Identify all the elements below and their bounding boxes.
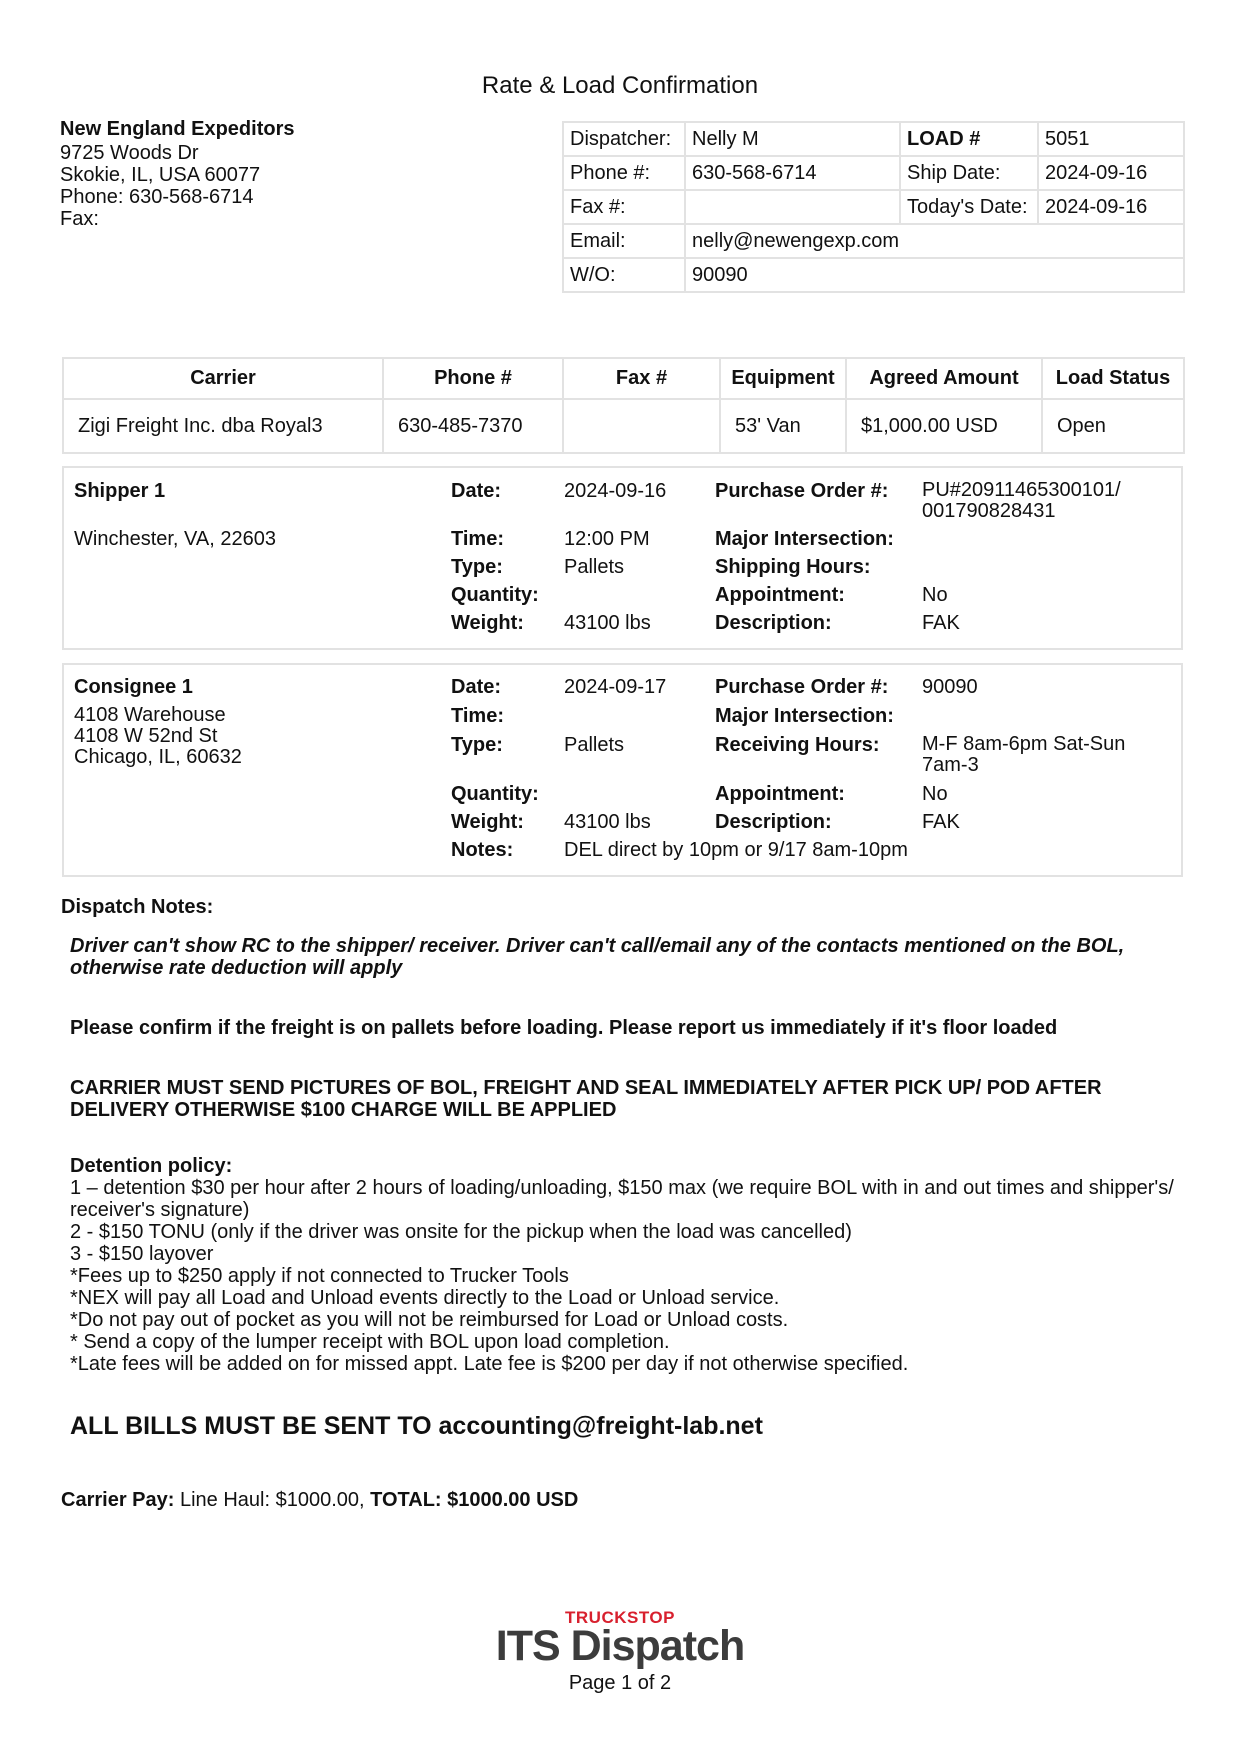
consignee-hours-value: M-F 8am-6pm Sat-Sun 7am-3 [922,733,1126,776]
dispatch-note-2: Please confirm if the freight is on pallets before loading. Please report us immediately if it's floor loaded [70,1017,1058,1039]
consignee-type-value: Pallets [564,734,625,756]
load-number-value: 5051 [1038,122,1184,156]
shipper-description-value: FAK [922,612,960,634]
shipper-appointment-label: Appointment: [715,584,845,606]
dispatch-notes-title: Dispatch Notes: [61,896,214,918]
phone-header: Phone # [383,358,563,399]
carrier-fax [563,399,720,453]
consignee-title: Consignee 1 [74,676,193,698]
consignee-appointment-label: Appointment: [715,783,845,805]
carrier-phone: 630-485-7370 [383,399,563,453]
dispatch-info-table [562,121,1185,293]
todays-date-label: Today's Date: [900,190,1038,224]
shipper-type-label: Type: [451,556,503,578]
fax-label: Fax #: [563,190,685,224]
consignee-address-line1: 4108 Warehouse [74,704,226,726]
carrier-header: Carrier [63,358,383,399]
work-order-label: W/O: [563,258,685,292]
its-dispatch-logo: ITS Dispatch [495,1622,745,1670]
shipper-hours-label: Shipping Hours: [715,556,871,578]
consignee-date-value: 2024-09-17 [564,676,667,698]
consignee-address [74,705,242,768]
page-title: Rate & Load Confirmation [481,72,759,99]
page-number: Page 1 of 2 [568,1672,672,1694]
consignee-po-value: 90090 [922,676,978,698]
dispatch-note-3: CARRIER MUST SEND PICTURES OF BOL, FREIGHT AND SEAL IMMEDIATELY AFTER PICK UP/ POD AFTER DELIVERY OTHERWISE $100 CHARGE WILL BE APPLIED [70,1077,1102,1121]
consignee-po-label: Purchase Order #: [715,676,889,698]
detention-line: * Send a copy of the lumper receipt with BOL upon load completion. [70,1331,670,1353]
phone-value: 630-568-6714 [685,156,900,190]
carrier-pay [61,1489,578,1512]
shipper-title: Shipper 1 [74,480,166,502]
todays-date-value: 2024-09-16 [1038,190,1184,224]
carrier-name: Zigi Freight Inc. dba Royal3 [63,399,383,453]
fax-value [685,190,900,224]
dispatcher-value: Nelly M [685,122,900,156]
consignee-date-label: Date: [451,676,502,698]
carrier-pay-total: TOTAL: $1000.00 USD [370,1489,579,1511]
consignee-notes-label: Notes: [451,839,514,861]
carrier-load-status: Open [1042,399,1184,453]
consignee-time-label: Time: [451,705,504,727]
dispatcher-label: Dispatcher: [563,122,685,156]
detention-line: *Do not pay out of pocket as you will not be reimbursed for Load or Unload costs. [70,1309,789,1331]
ship-date-label: Ship Date: [900,156,1038,190]
detention-line: *Late fees will be added on for missed appt. Late fee is $200 per day if not otherwise specified. [70,1353,909,1375]
shipper-time-value: 12:00 PM [564,528,650,550]
detention-policy [70,1155,1180,1375]
shipper-quantity-label: Quantity: [451,584,539,606]
load-status-header: Load Status [1042,358,1184,399]
table-row [63,399,1184,453]
shipper-po-label: Purchase Order #: [715,480,889,502]
detention-line: 2 - $150 TONU (only if the driver was onsite for the pickup when the load was cancelled) [70,1221,852,1243]
ship-date-value: 2024-09-16 [1038,156,1184,190]
consignee-appointment-value: No [922,783,948,805]
equipment-header: Equipment [720,358,846,399]
shipper-intersection-label: Major Intersection: [715,528,894,550]
consignee-description-value: FAK [922,811,960,833]
load-number-label: LOAD # [900,122,1038,156]
shipper-date-label: Date: [451,480,502,502]
consignee-hours-label: Receiving Hours: [715,734,880,756]
detention-line: *NEX will pay all Load and Unload events directly to the Load or Unload service. [70,1287,780,1309]
carrier-pay-line-haul: Line Haul: $1000.00, [174,1489,371,1511]
phone-label: Phone #: [563,156,685,190]
shipper-weight-value: 43100 lbs [564,612,651,634]
shipper-time-label: Time: [451,528,504,550]
carrier-equipment: 53' Van [720,399,846,453]
shipper-appointment-value: No [922,584,948,606]
carrier-agreed-amount: $1,000.00 USD [846,399,1042,453]
consignee-intersection-label: Major Intersection: [715,705,894,727]
carrier-table [62,357,1185,454]
shipper-section [62,466,1183,650]
email-label: Email: [563,224,685,258]
detention-line: 1 – detention $30 per hour after 2 hours of loading/unloading, $150 max (we require BOL with in and out times and shipper's/ receiver's signature) [70,1177,1174,1221]
shipper-date-value: 2024-09-16 [564,480,667,502]
billing-email-notice: ALL BILLS MUST BE SENT TO accounting@freight-lab.net [70,1412,763,1440]
shipper-location: Winchester, VA, 22603 [74,528,276,550]
company-name: New England Expeditors [60,118,295,140]
consignee-type-label: Type: [451,734,503,756]
detention-policy-title: Detention policy: [70,1155,233,1177]
consignee-weight-value: 43100 lbs [564,811,651,833]
detention-line: 3 - $150 layover [70,1243,214,1265]
agreed-amount-header: Agreed Amount [846,358,1042,399]
consignee-description-label: Description: [715,811,832,833]
carrier-pay-label: Carrier Pay: [61,1489,175,1511]
shipper-weight-label: Weight: [451,612,524,634]
dispatch-note-1: Driver can't show RC to the shipper/ receiver. Driver can't call/email any of the contacts mentioned on the BOL, otherwise rate deduction will apply [70,935,1125,979]
shipper-description-label: Description: [715,612,832,634]
shipper-po-value: PU#20911465300101/ 001790828431 [922,479,1121,522]
consignee-notes-value: DEL direct by 10pm or 9/17 8am-10pm [564,839,908,861]
shipper-type-value: Pallets [564,556,625,578]
consignee-address-line2: 4108 W 52nd St [74,725,218,747]
work-order-value: 90090 [685,258,1184,292]
fax-header: Fax # [563,358,720,399]
company-address-line1: 9725 Woods Dr [60,142,199,164]
truckstop-logo-text: TRUCKSTOP [565,1608,675,1627]
company-phone: Phone: 630-568-6714 [60,186,254,208]
company-block [60,118,294,230]
email-value: nelly@newengexp.com [685,224,1184,258]
consignee-quantity-label: Quantity: [451,783,539,805]
consignee-weight-label: Weight: [451,811,524,833]
detention-line: *Fees up to $250 apply if not connected to Trucker Tools [70,1265,569,1287]
company-fax: Fax: [60,208,99,230]
consignee-address-line3: Chicago, IL, 60632 [74,746,242,768]
consignee-section [62,663,1183,877]
company-address-line2: Skokie, IL, USA 60077 [60,164,261,186]
